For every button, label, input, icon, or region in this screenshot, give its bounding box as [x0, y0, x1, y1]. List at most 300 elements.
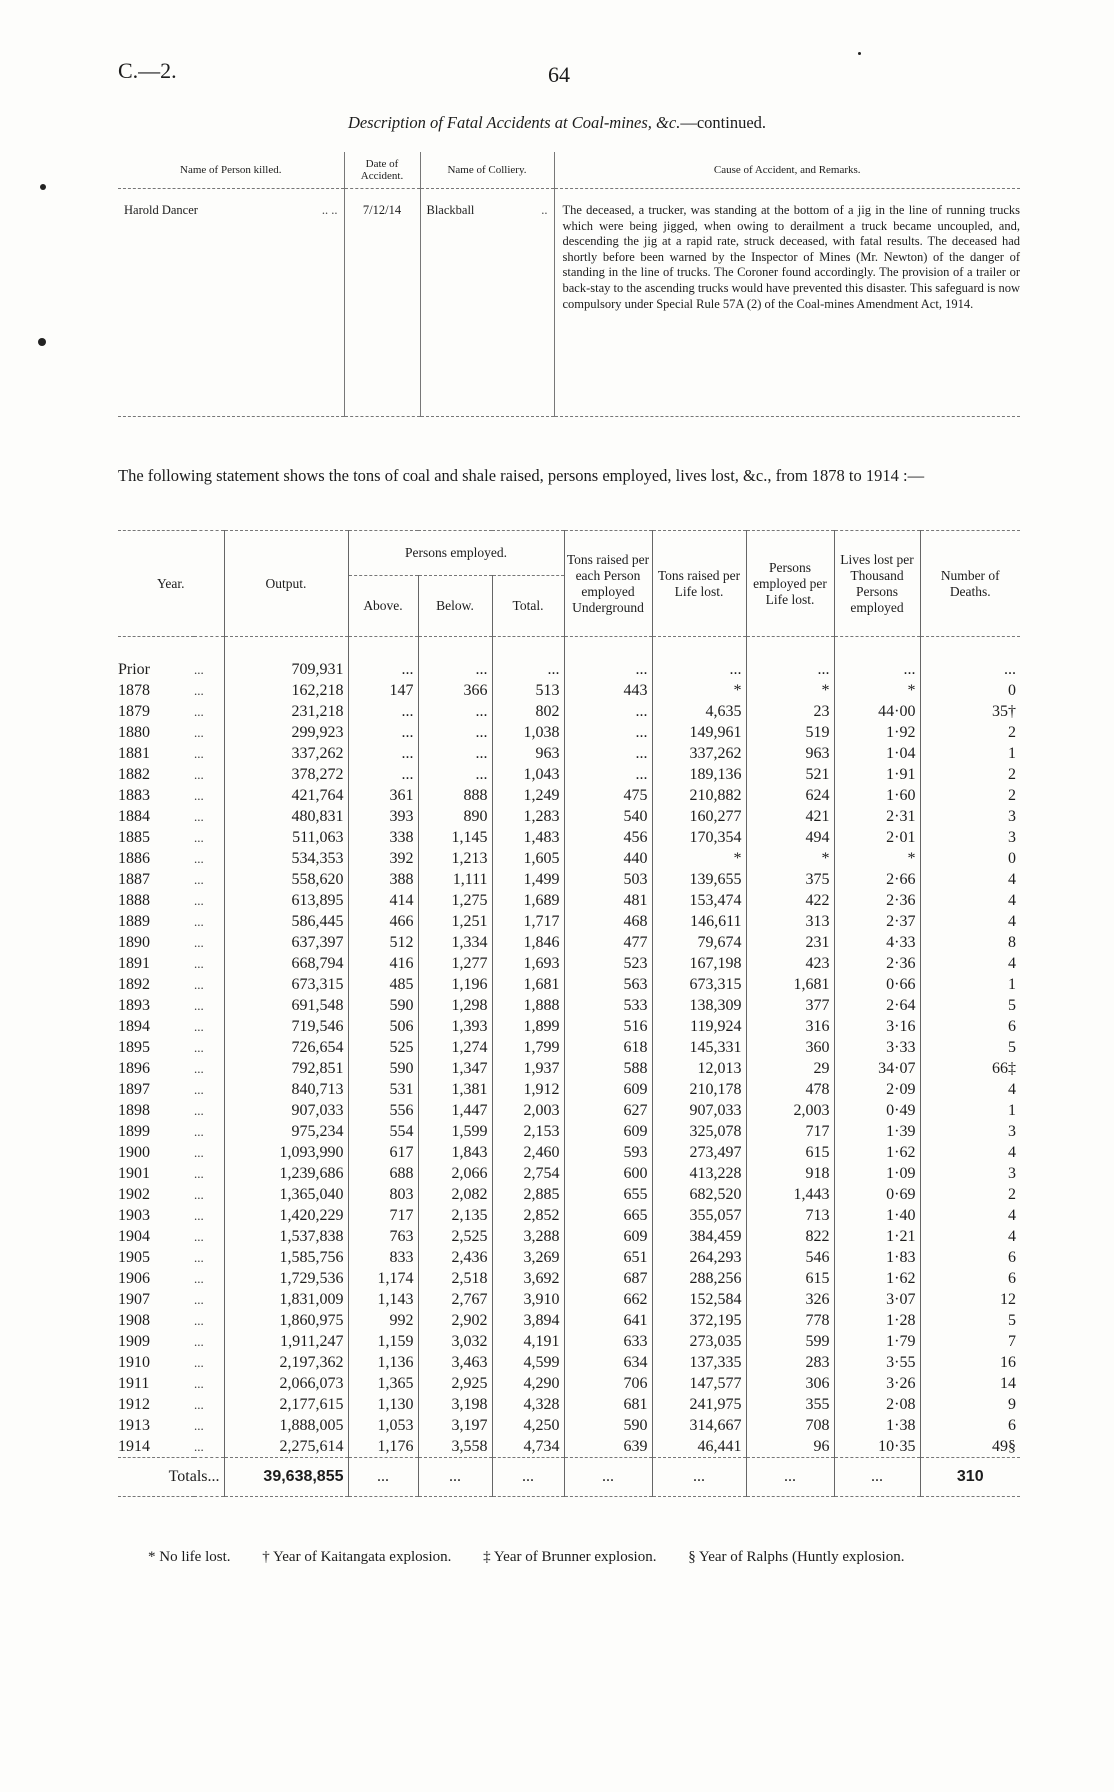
leader-dots: ...: [194, 1334, 204, 1349]
cell-deaths: 16: [920, 1352, 1020, 1373]
cell-total: 1,888: [492, 995, 564, 1016]
cell-tons-per-life: 337,262: [652, 743, 746, 764]
cell-total: 4,734: [492, 1436, 564, 1458]
cell-tons-per-life: 146,611: [652, 911, 746, 932]
table-row: [118, 890, 1020, 911]
cell-below: 2,902: [418, 1310, 492, 1331]
cell-lives-per-thousand: *: [834, 848, 920, 869]
leader-dots: ...: [194, 1418, 204, 1433]
leader-dots: ...: [194, 1208, 204, 1223]
cell-lives-per-thousand: 1·79: [834, 1331, 920, 1352]
cell-tons-per-life: 153,474: [652, 890, 746, 911]
table-row: [118, 1142, 1020, 1163]
cell-year: 1900: [118, 1144, 150, 1161]
leader-dots: ...: [194, 1082, 204, 1097]
cell-persons-per-life: 519: [746, 722, 834, 743]
footnote-brunner: ‡ Year of Brunner explosion.: [483, 1549, 657, 1565]
table-row: [118, 764, 1020, 785]
cell-below: 1,111: [418, 869, 492, 890]
cell-tons-per-life: 682,520: [652, 1184, 746, 1205]
cell-tons-per-life: 79,674: [652, 932, 746, 953]
leader-dots: ...: [194, 767, 204, 782]
cell-lives-per-thousand: 1·92: [834, 722, 920, 743]
cell-above: 833: [348, 1247, 418, 1268]
cell-lives-per-thousand: 2·01: [834, 827, 920, 848]
cell-above: 992: [348, 1310, 418, 1331]
cell-tons-per-person: 481: [564, 890, 652, 911]
leader-dots: ...: [194, 977, 204, 992]
cell-persons-per-life: 822: [746, 1226, 834, 1247]
cell-persons-per-life: ...: [746, 637, 834, 681]
cell-output: 2,066,073: [224, 1373, 348, 1394]
cell-persons-per-life: 375: [746, 869, 834, 890]
cell-output: 421,764: [224, 785, 348, 806]
cell-year: 1890: [118, 934, 150, 951]
cell-persons-per-life: 713: [746, 1205, 834, 1226]
cell-lives-per-thousand: 1·40: [834, 1205, 920, 1226]
cell-colliery: Blackball ..: [420, 189, 554, 417]
leader-dots: ...: [194, 872, 204, 887]
footnotes: [118, 1548, 1020, 1566]
cell-above: 525: [348, 1037, 418, 1058]
cell-above: 1,143: [348, 1289, 418, 1310]
cell-tons-per-life: 355,057: [652, 1205, 746, 1226]
cell-deaths: 3: [920, 1163, 1020, 1184]
table-row: [118, 1100, 1020, 1121]
cell-output: 719,546: [224, 1016, 348, 1037]
cell-below: 3,198: [418, 1394, 492, 1415]
cell-lives-per-thousand: 2·31: [834, 806, 920, 827]
cell-tons-per-person: 468: [564, 911, 652, 932]
totals-row: [118, 1458, 1020, 1497]
cell-tons-per-person: ...: [564, 743, 652, 764]
cell-below: 1,145: [418, 827, 492, 848]
cell-total: 1,483: [492, 827, 564, 848]
cell-tons-per-life: 907,033: [652, 1100, 746, 1121]
cell-tons-per-person: 609: [564, 1079, 652, 1100]
table-row: [118, 1037, 1020, 1058]
cell-deaths: 35†: [920, 701, 1020, 722]
cell-tons-per-person: 634: [564, 1352, 652, 1373]
cell-persons-per-life: 377: [746, 995, 834, 1016]
totals-filler: ...: [348, 1458, 418, 1497]
cell-output: 1,365,040: [224, 1184, 348, 1205]
cell-output: 1,239,686: [224, 1163, 348, 1184]
cell-persons-per-life: 326: [746, 1289, 834, 1310]
subtitle-continued: —continued.: [680, 113, 767, 132]
table-row: [118, 785, 1020, 806]
cell-above: 1,176: [348, 1436, 418, 1458]
cell-tons-per-life: 264,293: [652, 1247, 746, 1268]
cell-output: 792,851: [224, 1058, 348, 1079]
cell-total: 3,269: [492, 1247, 564, 1268]
leader-dots: ...: [194, 1439, 204, 1454]
cell-lives-per-thousand: 1·62: [834, 1142, 920, 1163]
cell-year: 1895: [118, 1039, 150, 1056]
table-row: [118, 995, 1020, 1016]
cell-tons-per-person: ...: [564, 722, 652, 743]
cell-output: 231,218: [224, 701, 348, 722]
cell-deaths: 1: [920, 974, 1020, 995]
cell-tons-per-life: 160,277: [652, 806, 746, 827]
cell-above: 147: [348, 680, 418, 701]
statistics-rows: [118, 637, 1020, 1458]
cell-tons-per-person: 655: [564, 1184, 652, 1205]
cell-tons-per-person: 618: [564, 1037, 652, 1058]
table-row: [118, 1268, 1020, 1289]
cell-total: 2,460: [492, 1142, 564, 1163]
leader-dots: ...: [194, 956, 204, 971]
cell-deaths: 8: [920, 932, 1020, 953]
cell-lives-per-thousand: 1·04: [834, 743, 920, 764]
cell-output: 691,548: [224, 995, 348, 1016]
cell-above: 392: [348, 848, 418, 869]
cell-persons-per-life: *: [746, 848, 834, 869]
table-row: [118, 1205, 1020, 1226]
col-header-persons-employed: Persons employed.: [348, 531, 564, 576]
cell-tons-per-life: 241,975: [652, 1394, 746, 1415]
subtitle-main: Description of Fatal Accidents at Coal-mines, &c.: [347, 113, 681, 132]
cell-deaths: 4: [920, 1226, 1020, 1247]
cell-year: 1899: [118, 1123, 150, 1140]
leader-dots: ...: [194, 1103, 204, 1118]
col-header-above: Above.: [348, 576, 418, 637]
cell-tons-per-person: 609: [564, 1226, 652, 1247]
cell-persons-per-life: 96: [746, 1436, 834, 1458]
cell-output: 378,272: [224, 764, 348, 785]
cell-tons-per-life: 46,441: [652, 1436, 746, 1458]
cell-total: 3,894: [492, 1310, 564, 1331]
table-row: [118, 932, 1020, 953]
cell-year: 1909: [118, 1333, 150, 1350]
cell-tons-per-person: 600: [564, 1163, 652, 1184]
cell-above: 803: [348, 1184, 418, 1205]
cell-above: 466: [348, 911, 418, 932]
cell-above: ...: [348, 743, 418, 764]
table-row: [118, 806, 1020, 827]
cell-total: 3,288: [492, 1226, 564, 1247]
cell-persons-per-life: 306: [746, 1373, 834, 1394]
cell-year: 1902: [118, 1186, 150, 1203]
cell-deaths: 6: [920, 1268, 1020, 1289]
leader-dots: ...: [194, 1229, 204, 1244]
leader-dots: ...: [194, 998, 204, 1013]
cell-year: 1903: [118, 1207, 150, 1224]
cell-output: 726,654: [224, 1037, 348, 1058]
cell-total: 1,717: [492, 911, 564, 932]
margin-mark: [38, 338, 46, 346]
cell-below: ...: [418, 637, 492, 681]
footnote-ralphs: § Year of Ralphs (Huntly explosion.: [688, 1549, 905, 1565]
table-row: [118, 1121, 1020, 1142]
cell-year: 1885: [118, 829, 150, 846]
cell-tons-per-person: 475: [564, 785, 652, 806]
cell-above: 361: [348, 785, 418, 806]
cell-above: ...: [348, 637, 418, 681]
cell-tons-per-person: 641: [564, 1310, 652, 1331]
cell-lives-per-thousand: 0·66: [834, 974, 920, 995]
cell-year: 1889: [118, 913, 150, 930]
cell-output: 1,831,009: [224, 1289, 348, 1310]
cell-tons-per-life: 119,924: [652, 1016, 746, 1037]
cell-tons-per-life: 145,331: [652, 1037, 746, 1058]
table-row: [118, 1394, 1020, 1415]
leader-dots: ...: [194, 935, 204, 950]
cell-persons-per-life: 615: [746, 1268, 834, 1289]
cell-cause: The deceased, a trucker, was standing at the bottom of a jig in the line of running trucks which were being jigged, when owing to derailment a truck became uncoupled, and, descending the jig at a rapid rate, struck deceased, with fatal results. The deceased had shortly before been warned by the Inspector of Mines (Mr. Newton) of the danger of standing in the line of trucks. The Coroner found accordingly. The provision of a trailer or back-stay to the ascending trucks would have prevented this disaster. This safeguard is now compulsory under Special Rule 57A (2) of the Coal-mines Amendment Act, 1914.: [554, 189, 1020, 417]
table-row: [118, 1331, 1020, 1352]
cell-persons-per-life: 29: [746, 1058, 834, 1079]
cell-year: 1907: [118, 1291, 150, 1308]
cell-deaths: 3: [920, 806, 1020, 827]
cell-lives-per-thousand: 3·16: [834, 1016, 920, 1037]
cell-below: 1,447: [418, 1100, 492, 1121]
cell-above: 617: [348, 1142, 418, 1163]
col-header-below: Below.: [418, 576, 492, 637]
cell-lives-per-thousand: 2·64: [834, 995, 920, 1016]
cell-tons-per-person: 540: [564, 806, 652, 827]
cell-above: ...: [348, 722, 418, 743]
cell-above: 531: [348, 1079, 418, 1100]
cell-tons-per-person: 533: [564, 995, 652, 1016]
cell-tons-per-person: 503: [564, 869, 652, 890]
totals-filler: ...: [652, 1458, 746, 1497]
table-row: [118, 1163, 1020, 1184]
table-row: [118, 1247, 1020, 1268]
cell-year: 1914: [118, 1438, 150, 1455]
table-row: [118, 1226, 1020, 1247]
leader-dots: ...: [194, 746, 204, 761]
cell-tons-per-life: 137,335: [652, 1352, 746, 1373]
table-row: [118, 1184, 1020, 1205]
table-row: [118, 1415, 1020, 1436]
cell-tons-per-person: 665: [564, 1205, 652, 1226]
cell-lives-per-thousand: ...: [834, 637, 920, 681]
cell-tons-per-person: 593: [564, 1142, 652, 1163]
cell-output: 840,713: [224, 1079, 348, 1100]
cell-year: 1881: [118, 745, 150, 762]
cell-lives-per-thousand: 2·37: [834, 911, 920, 932]
cell-persons-per-life: 423: [746, 953, 834, 974]
table-row: [118, 911, 1020, 932]
cell-above: 1,365: [348, 1373, 418, 1394]
cell-total: 1,283: [492, 806, 564, 827]
cell-above: 416: [348, 953, 418, 974]
cell-persons-per-life: 231: [746, 932, 834, 953]
statement-intro: The following statement shows the tons of coal and shale raised, persons employed, lives lost, &c., from 1878 to 1914 :—: [118, 466, 925, 485]
cell-deaths: 4: [920, 1079, 1020, 1100]
cell-below: 2,066: [418, 1163, 492, 1184]
cell-total: 4,191: [492, 1331, 564, 1352]
document-reference: C.—2.: [118, 58, 177, 83]
cell-year: 1893: [118, 997, 150, 1014]
col-header-output: Output.: [224, 531, 348, 637]
cell-below: 3,463: [418, 1352, 492, 1373]
cell-year: Prior: [118, 661, 150, 678]
print-speck: [858, 52, 861, 55]
table-row: [118, 1436, 1020, 1458]
cell-lives-per-thousand: 1·21: [834, 1226, 920, 1247]
cell-above: 512: [348, 932, 418, 953]
cell-deaths: 66‡: [920, 1058, 1020, 1079]
cell-output: 673,315: [224, 974, 348, 995]
cell-year: 1897: [118, 1081, 150, 1098]
leader-dots: ...: [194, 1376, 204, 1391]
cell-tons-per-life: 384,459: [652, 1226, 746, 1247]
cell-tons-per-person: ...: [564, 764, 652, 785]
cell-lives-per-thousand: 10·35: [834, 1436, 920, 1458]
cell-year: 1894: [118, 1018, 150, 1035]
cell-deaths: 5: [920, 1037, 1020, 1058]
cell-lives-per-thousand: 2·66: [834, 869, 920, 890]
cell-output: 1,888,005: [224, 1415, 348, 1436]
cell-lives-per-thousand: 44·00: [834, 701, 920, 722]
cell-tons-per-person: 443: [564, 680, 652, 701]
cell-persons-per-life: *: [746, 680, 834, 701]
cell-deaths: 2: [920, 1184, 1020, 1205]
cell-above: 1,053: [348, 1415, 418, 1436]
cell-below: 366: [418, 680, 492, 701]
cell-deaths: 4: [920, 890, 1020, 911]
cell-below: 1,213: [418, 848, 492, 869]
cell-total: 1,937: [492, 1058, 564, 1079]
totals-filler: ...: [564, 1458, 652, 1497]
cell-persons-per-life: 2,003: [746, 1100, 834, 1121]
cell-below: 1,393: [418, 1016, 492, 1037]
cell-lives-per-thousand: 1·28: [834, 1310, 920, 1331]
totals-output: 39,638,855: [224, 1458, 348, 1497]
cell-persons-per-life: 963: [746, 743, 834, 764]
cell-above: 1,159: [348, 1331, 418, 1352]
cell-below: 1,275: [418, 890, 492, 911]
cell-tons-per-person: 639: [564, 1436, 652, 1458]
cell-output: 2,275,614: [224, 1436, 348, 1458]
col-header-cause: Cause of Accident, and Remarks.: [554, 152, 1020, 189]
cell-above: 388: [348, 869, 418, 890]
cell-deaths: 0: [920, 680, 1020, 701]
leader-dots: ...: [194, 1166, 204, 1181]
cell-above: 590: [348, 995, 418, 1016]
cell-persons-per-life: 478: [746, 1079, 834, 1100]
cell-total: 1,499: [492, 869, 564, 890]
leader-dots: ...: [194, 830, 204, 845]
cell-total: 2,754: [492, 1163, 564, 1184]
cell-output: 1,585,756: [224, 1247, 348, 1268]
cell-deaths: 9: [920, 1394, 1020, 1415]
cell-tons-per-life: 413,228: [652, 1163, 746, 1184]
cell-below: 1,196: [418, 974, 492, 995]
cell-deaths: 3: [920, 1121, 1020, 1142]
cell-year: 1904: [118, 1228, 150, 1245]
cell-tons-per-person: 706: [564, 1373, 652, 1394]
cell-lives-per-thousand: 3·07: [834, 1289, 920, 1310]
cell-lives-per-thousand: 1·62: [834, 1268, 920, 1289]
cell-total: 1,681: [492, 974, 564, 995]
cell-lives-per-thousand: 3·55: [834, 1352, 920, 1373]
cell-deaths: 0: [920, 848, 1020, 869]
col-header-lives-per-thousand: Lives lost per Thousand Persons employed: [834, 531, 920, 637]
cell-persons-per-life: 599: [746, 1331, 834, 1352]
cell-tons-per-life: 12,013: [652, 1058, 746, 1079]
cell-output: 907,033: [224, 1100, 348, 1121]
cell-year: 1912: [118, 1396, 150, 1413]
cell-above: 556: [348, 1100, 418, 1121]
cell-deaths: 1: [920, 743, 1020, 764]
cell-year: 1879: [118, 703, 150, 720]
cell-lives-per-thousand: 2·36: [834, 953, 920, 974]
cell-total: 2,003: [492, 1100, 564, 1121]
cell-above: 1,136: [348, 1352, 418, 1373]
leader-dots: ...: [194, 1124, 204, 1139]
cell-below: 3,032: [418, 1331, 492, 1352]
coal-statistics-table: [118, 530, 1020, 1497]
cell-total: 4,328: [492, 1394, 564, 1415]
cell-persons-per-life: 778: [746, 1310, 834, 1331]
cell-year: 1892: [118, 976, 150, 993]
totals-filler: ...: [834, 1458, 920, 1497]
cell-persons-per-life: 546: [746, 1247, 834, 1268]
cell-lives-per-thousand: 0·49: [834, 1100, 920, 1121]
totals-filler: ...: [492, 1458, 564, 1497]
cell-tons-per-life: 273,497: [652, 1142, 746, 1163]
cell-above: 717: [348, 1205, 418, 1226]
cell-tons-per-person: 440: [564, 848, 652, 869]
cell-deaths: 12: [920, 1289, 1020, 1310]
cell-persons-per-life: 615: [746, 1142, 834, 1163]
cell-deaths: 6: [920, 1415, 1020, 1436]
cell-persons-per-life: 360: [746, 1037, 834, 1058]
cell-tons-per-person: 681: [564, 1394, 652, 1415]
cell-persons-per-life: 918: [746, 1163, 834, 1184]
cell-tons-per-life: 170,354: [652, 827, 746, 848]
footnote-no-life-lost: * No life lost.: [148, 1549, 231, 1565]
cell-below: 1,277: [418, 953, 492, 974]
cell-persons-per-life: 708: [746, 1415, 834, 1436]
cell-deaths: 5: [920, 1310, 1020, 1331]
cell-tons-per-person: 523: [564, 953, 652, 974]
cell-tons-per-person: 651: [564, 1247, 652, 1268]
cell-persons-per-life: 421: [746, 806, 834, 827]
cell-below: 1,381: [418, 1079, 492, 1100]
leader-dots: ...: [194, 788, 204, 803]
table-row: [118, 953, 1020, 974]
table-row: [118, 1058, 1020, 1079]
cell-deaths: 4: [920, 953, 1020, 974]
cell-above: ...: [348, 764, 418, 785]
cell-tons-per-person: 662: [564, 1289, 652, 1310]
cell-year: 1906: [118, 1270, 150, 1287]
cell-tons-per-life: 4,635: [652, 701, 746, 722]
cell-total: 2,852: [492, 1205, 564, 1226]
cell-deaths: 3: [920, 827, 1020, 848]
cell-tons-per-person: 456: [564, 827, 652, 848]
cell-year: 1908: [118, 1312, 150, 1329]
cell-persons-per-life: 1,443: [746, 1184, 834, 1205]
cell-deaths: 2: [920, 785, 1020, 806]
cell-tons-per-person: 687: [564, 1268, 652, 1289]
cell-output: 1,911,247: [224, 1331, 348, 1352]
cell-lives-per-thousand: *: [834, 680, 920, 701]
cell-tons-per-life: 152,584: [652, 1289, 746, 1310]
cell-total: 4,599: [492, 1352, 564, 1373]
cell-year: 1880: [118, 724, 150, 741]
cell-tons-per-life: 372,195: [652, 1310, 746, 1331]
cell-persons-per-life: 1,681: [746, 974, 834, 995]
leader-dots: ...: [194, 1061, 204, 1076]
cell-year: 1911: [118, 1375, 150, 1392]
cell-below: 1,251: [418, 911, 492, 932]
cell-tons-per-life: *: [652, 680, 746, 701]
